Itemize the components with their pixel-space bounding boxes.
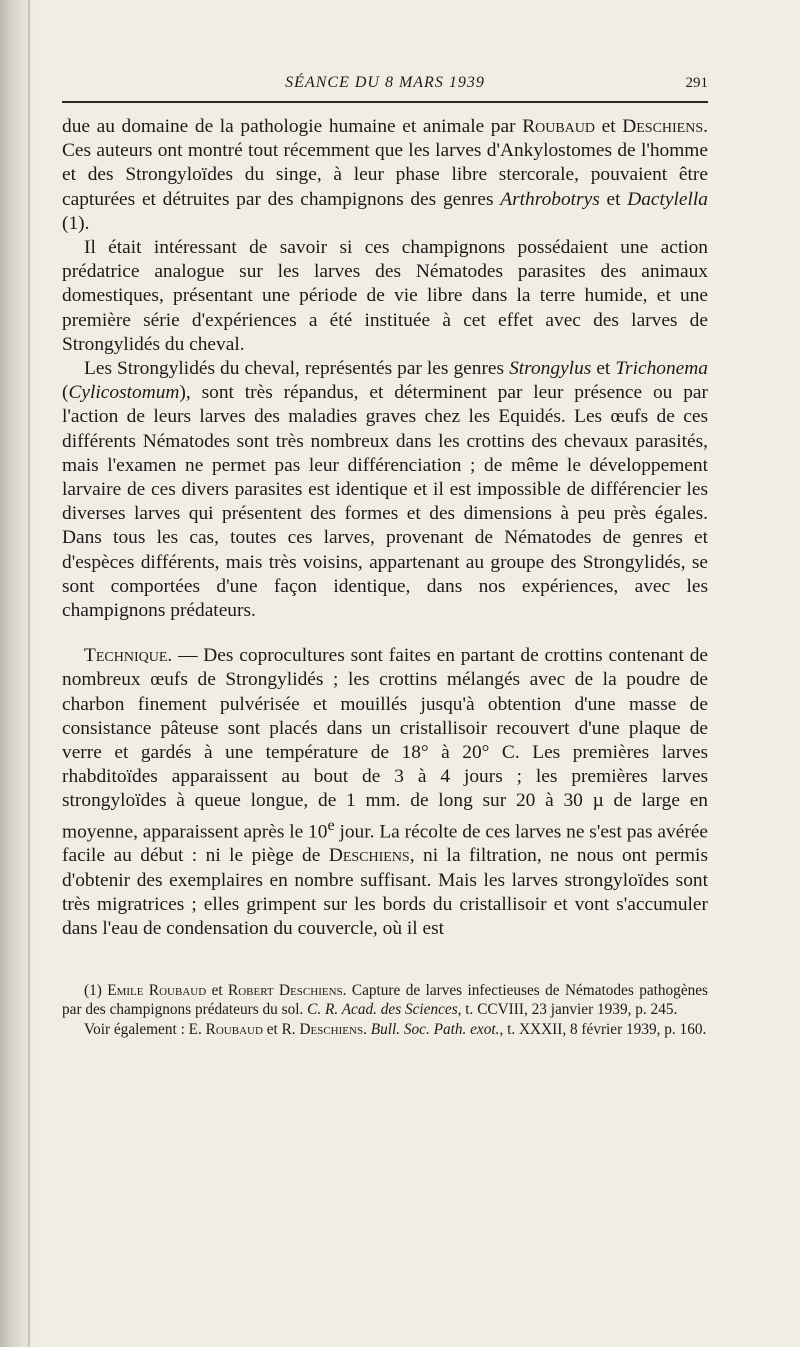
text-run: ), sont très répandus, et déterminent par leur présence ou par l'action de leurs larves des maladies graves chez les Equidés. Les œufs de ces différents Nématodes sont très nombreux dans les crottins des chevaux parasités, mais l'examen ne permet pas leur différenciation ; de même le développement larvaire de ces divers parasites est identique et il est impossible de différencier les diverses larves qui présentent des formes et des dimensions à peu près égales. Dans tous les cas, toutes ces larves, provenant de Nématodes de genres et d'espèces différents, mais très voisins, appartenant au groupe des Strongylidés, se sont comportées d'une façon identique, dans nos expériences, avec les champignons prédateurs.: [62, 382, 708, 622]
genus-dactylella: Dactylella: [627, 188, 708, 210]
header-rule: [62, 101, 708, 103]
genus-cylicostomum: Cylicostomum: [68, 382, 180, 404]
text-run: . Capture de larves infectieuses de Nématodes pathogènes par des champignons prédateurs du sol.: [62, 982, 709, 1019]
footnote-marker: (1): [84, 982, 108, 1000]
text-run: et: [595, 116, 623, 137]
text-run: et R.: [262, 1020, 300, 1038]
text-run: , t. CCVIII, 23 janvier 1939, p. 245.: [457, 1001, 678, 1019]
footnote-1: [62, 981, 708, 1019]
footnote-2: [62, 1020, 708, 1039]
text-run: , ni la filtration, ne nous ont permis d'obtenir des exemplaires en nombre suffisant. Mais les larves strongyloïdes sont très migratrices ; elles grimpent sur les bords du cristallisoir et vont s'accumuler dans l'eau de condensation du couvercle, où il est: [62, 845, 708, 939]
paragraph-2: Il était intéressant de savoir si ces champignons possédaient une action prédatrice analogue sur les larves des Nématodes parasites des animaux domestiques, présentant une période de vie libre dans la terre humide, et une première série d'expériences a été instituée à cet effet avec des larves de Strongylidés du cheval.: [62, 237, 708, 355]
paragraph-1: [62, 115, 708, 236]
text-run: Voir également : E.: [84, 1020, 206, 1038]
text-run: . Ces auteurs ont montré tout récemment que les larves d'Ankylostomes de l'homme et des Strongyloïdes du singe, à leur phase libre stercorale, pouvaient être capturées et détruites par des champignons des genres: [62, 116, 708, 210]
running-head: SÉANCE DU 8 MARS 1939: [285, 74, 485, 91]
journal-title: Bull. Soc. Path. exot.: [370, 1020, 500, 1038]
author-name: Deschiens: [299, 1020, 364, 1038]
paragraph-technique: [62, 644, 708, 941]
text-run: , t. XXXII, 8 février 1939, p. 160.: [499, 1020, 707, 1038]
page-number: 291: [685, 75, 708, 91]
journal-title: C. R. Acad. des Sciences: [307, 1001, 458, 1019]
binding-edge: [28, 0, 30, 1347]
genus-strongylus: Strongylus: [509, 358, 592, 380]
genus-trichonema: Trichonema: [615, 358, 708, 380]
paragraph-3: [62, 357, 708, 623]
text-run: et: [599, 188, 628, 210]
footnotes: [62, 981, 708, 1039]
footnote-ref: (1).: [62, 212, 90, 234]
superscript: e: [327, 816, 335, 834]
text-run: .: [363, 1020, 371, 1038]
author-name: Roubaud: [205, 1020, 263, 1038]
text-run: et: [591, 358, 616, 380]
page-content: [62, 72, 708, 1039]
body-text: [62, 115, 708, 941]
genus-arthrobotrys: Arthrobotrys: [500, 188, 600, 210]
text-run: (: [62, 382, 69, 404]
text-run: jour. La récolte de ces larves ne s'est pas avérée facile au début : ni le piège de: [62, 821, 708, 867]
author-roubaud: Roubaud: [522, 116, 596, 137]
section-heading-technique: Technique: [84, 645, 168, 667]
text-run: due au domaine de la pathologie humaine et animale par: [62, 116, 523, 137]
author-deschiens: Deschiens: [328, 845, 410, 867]
text-run: et: [206, 982, 229, 1000]
page-header: [62, 72, 708, 98]
text-run: . — Des coprocultures sont faites en partant de crottins contenant de nombreux œufs de Strongylidés ; les crottins mélangés avec de la poudre de charbon finement pulvérisée et mouillés jusqu'à obtention d'une masse de consistance pâteuse sont placés dans un cristallisoir recouvert d'une plaque de verre et gardés à une température de 18° à 20° C. Les premières larves rhabditoïdes apparaissent au bout de 3 à 4 jours ; les premières larves strongyloïdes à queue longue, de 1 mm. de long sur 20 à 30 µ de large en moyenne, apparaissent après le 10: [62, 645, 708, 843]
author-name: Robert Deschiens: [228, 982, 343, 1000]
author-deschiens: Deschiens: [622, 116, 704, 137]
author-name: Emile Roubaud: [107, 982, 207, 1000]
text-run: Les Strongylidés du cheval, représentés par les genres: [84, 358, 510, 380]
